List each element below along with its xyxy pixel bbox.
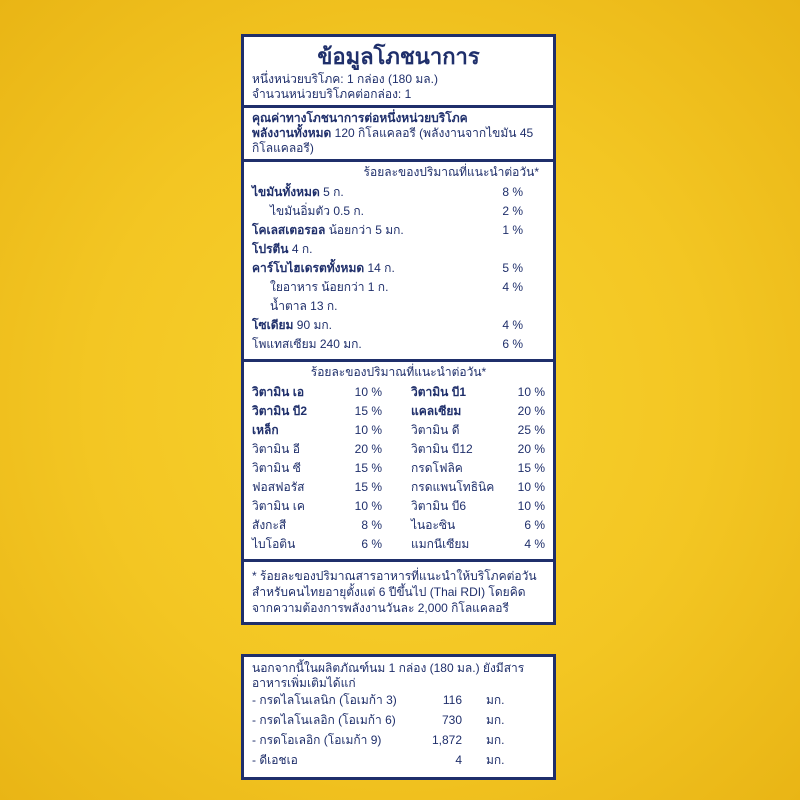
vitamin-percent: 10 %	[517, 385, 545, 399]
vitamin-percent: 8 %	[361, 518, 382, 532]
energy-total-label: พลังงานทั้งหมด	[252, 126, 332, 140]
nutrient-amount: น้อยกว่า 1 ก.	[321, 280, 389, 294]
extra-unit: มก.	[486, 713, 505, 727]
nutrient-percent: 8 %	[502, 185, 523, 199]
nutrient-amount: 90 มก.	[296, 318, 332, 332]
extra-name: - กรดไลโนเลนิก (โอเมก้า 3)	[252, 693, 397, 707]
extra-unit: มก.	[486, 733, 505, 747]
nutrient-name-amount	[252, 204, 485, 219]
vitamin-spacer	[382, 461, 411, 480]
vitamin-name: สังกะสี	[252, 518, 287, 532]
vitamin-name: กรดโฟลิค	[411, 461, 463, 475]
energy-total	[252, 126, 545, 156]
nutrient-name-amount	[252, 318, 485, 333]
nutrient-row	[252, 223, 545, 242]
extra-name: - กรดไลโนเลอิก (โอเมก้า 6)	[252, 713, 396, 727]
vitamin-header: ร้อยละของปริมาณที่แนะนำต่อวัน*	[310, 365, 487, 379]
extra-unit: มก.	[486, 693, 505, 707]
nutrient-percent: 5 %	[502, 261, 523, 275]
nutrients-section	[244, 162, 553, 362]
footnote: * ร้อยละของปริมาณสารอาหารที่แนะนำให้บริโภคต่อวันสำหรับคนไทยอายุตั้งแต่ 6 ปีขึ้นไป (Thai RDI) โดยคิดจากความต้องการพลังงานวันละ 2,000 กิโลแคลอรี	[252, 569, 537, 615]
vitamin-spacer	[382, 442, 411, 461]
rdi-header: ร้อยละของปริมาณที่แนะนำต่อวัน*	[363, 165, 539, 179]
nutrient-amount: 5 ก.	[323, 185, 344, 199]
nutrient-row	[252, 299, 545, 318]
nutrient-name-amount	[252, 261, 485, 276]
nutrient-name-amount	[252, 223, 485, 238]
vitamin-name: วิตามิน เค	[252, 499, 305, 513]
vitamin-percent: 10 %	[517, 480, 545, 494]
extra-unit: มก.	[486, 753, 505, 767]
vitamin-spacer	[382, 518, 411, 537]
vitamins-section	[244, 362, 553, 562]
extra-value: 4	[455, 753, 462, 767]
vitamin-spacer	[382, 499, 411, 518]
nutrient-amount: 14 ก.	[367, 261, 395, 275]
serving-size: หนึ่งหน่วยบริโภค: 1 กล่อง (180 มล.)	[252, 72, 438, 86]
nutrient-row	[252, 337, 545, 356]
nutrient-percent: 6 %	[502, 337, 523, 351]
energy-heading: คุณค่าทางโภชนาการต่อหนึ่งหน่วยบริโภค	[252, 111, 468, 125]
vitamin-name: วิตามิน เอ	[252, 385, 305, 399]
nutrient-percent: 4 %	[502, 280, 523, 294]
nutrient-row	[252, 185, 545, 204]
title-section	[244, 37, 553, 108]
nutrition-label	[241, 34, 556, 625]
vitamin-percent: 20 %	[517, 442, 545, 456]
extra-value: 1,872	[431, 733, 462, 747]
vitamin-percent: 10 %	[354, 385, 382, 399]
extra-name: - ดีเอชเอ	[252, 753, 298, 767]
nutrient-amount: น้อยกว่า 5 มก.	[328, 223, 404, 237]
vitamin-spacer	[382, 537, 411, 556]
nutrient-amount: 0.5 ก.	[333, 204, 364, 218]
extra-name: - กรดโอเลอิก (โอเมก้า 9)	[252, 733, 382, 747]
vitamin-name: ไนอะซิน	[411, 518, 456, 532]
nutrient-row	[252, 242, 545, 261]
energy-total-value: 120 กิโลแคลอรี (พลังงานจากไขมัน 45 กิโลแคลอรี)	[252, 126, 534, 155]
vitamin-name: วิตามิน ซี	[252, 461, 301, 475]
vitamin-percent: 10 %	[354, 499, 382, 513]
vitamin-percent: 25 %	[517, 423, 545, 437]
vitamin-name: แคลเซียม	[411, 404, 462, 418]
extra-value: 116	[442, 693, 462, 707]
vitamin-name: วิตามิน บี6	[411, 499, 467, 513]
extra-nutrients-box	[241, 654, 556, 780]
vitamin-name: แมกนีเซียม	[411, 537, 470, 551]
nutrient-name: คาร์โบไฮเดรตทั้งหมด	[252, 261, 365, 275]
nutrient-row	[252, 204, 545, 223]
vitamin-name: วิตามิน ดี	[411, 423, 460, 437]
nutrient-percent: 4 %	[502, 318, 523, 332]
nutrient-name-amount	[252, 337, 485, 352]
nutrient-row	[252, 318, 545, 337]
nutrient-name: โพแทสเซียม	[252, 337, 317, 351]
vitamin-name: ไบโอติน	[252, 537, 296, 551]
vitamin-spacer	[382, 480, 411, 499]
vitamin-spacer	[382, 423, 411, 442]
nutrient-row	[252, 261, 545, 280]
nutrient-name: น้ำตาล	[270, 299, 307, 313]
nutrient-percent: 2 %	[502, 204, 523, 218]
serving-count: จำนวนหน่วยบริโภคต่อกล่อง: 1	[252, 87, 412, 101]
nutrient-amount: 13 ก.	[310, 299, 338, 313]
vitamin-grid	[252, 385, 545, 556]
nutrient-amount: 240 มก.	[319, 337, 362, 351]
nutrient-name-amount	[252, 299, 485, 314]
vitamin-percent: 15 %	[354, 461, 382, 475]
energy-section	[244, 108, 553, 162]
nutrient-name-amount	[252, 185, 485, 200]
vitamin-percent: 10 %	[517, 499, 545, 513]
vitamin-spacer	[382, 404, 411, 423]
nutrient-name: ไขมันอิ่มตัว	[270, 204, 330, 218]
vitamin-percent: 4 %	[524, 537, 545, 551]
vitamin-percent: 20 %	[517, 404, 545, 418]
nutrient-name: โซเดียม	[252, 318, 294, 332]
vitamin-percent: 15 %	[354, 404, 382, 418]
vitamin-name: วิตามิน บี2	[252, 404, 308, 418]
vitamin-name: เหล็ก	[252, 423, 279, 437]
nutrient-name: โปรตีน	[252, 242, 289, 256]
nutrient-row	[252, 280, 545, 299]
vitamin-percent: 20 %	[354, 442, 382, 456]
extra-list	[252, 693, 545, 773]
nutrient-name: โคเลสเตอรอล	[252, 223, 326, 237]
nutrient-amount: 4 ก.	[291, 242, 313, 256]
extra-value: 730	[441, 713, 462, 727]
vitamin-name: วิตามิน อี	[252, 442, 300, 456]
vitamin-name: ฟอสฟอรัส	[252, 480, 305, 494]
vitamin-name: วิตามิน บี12	[411, 442, 473, 456]
nutrient-name-amount	[252, 280, 485, 295]
extra-intro: นอกจากนี้ในผลิตภัณฑ์นม 1 กล่อง (180 มล.) ยังมีสารอาหารเพิ่มเติมได้แก่	[252, 661, 525, 690]
label-title: ข้อมูลโภชนาการ	[317, 44, 480, 69]
vitamin-name: วิตามิน บี1	[411, 385, 467, 399]
vitamin-percent: 15 %	[354, 480, 382, 494]
vitamin-spacer	[382, 385, 411, 404]
vitamin-percent: 15 %	[517, 461, 545, 475]
vitamin-percent: 10 %	[354, 423, 382, 437]
vitamin-percent: 6 %	[361, 537, 382, 551]
nutrient-percent: 1 %	[502, 223, 523, 237]
nutrient-name-amount	[252, 242, 485, 257]
nutrient-name: ใยอาหาร	[270, 280, 318, 294]
nutrient-name: ไขมันทั้งหมด	[252, 185, 320, 199]
nutrient-list	[252, 185, 545, 356]
vitamin-percent: 6 %	[524, 518, 545, 532]
vitamin-name: กรดแพนโทธินิค	[411, 480, 495, 494]
